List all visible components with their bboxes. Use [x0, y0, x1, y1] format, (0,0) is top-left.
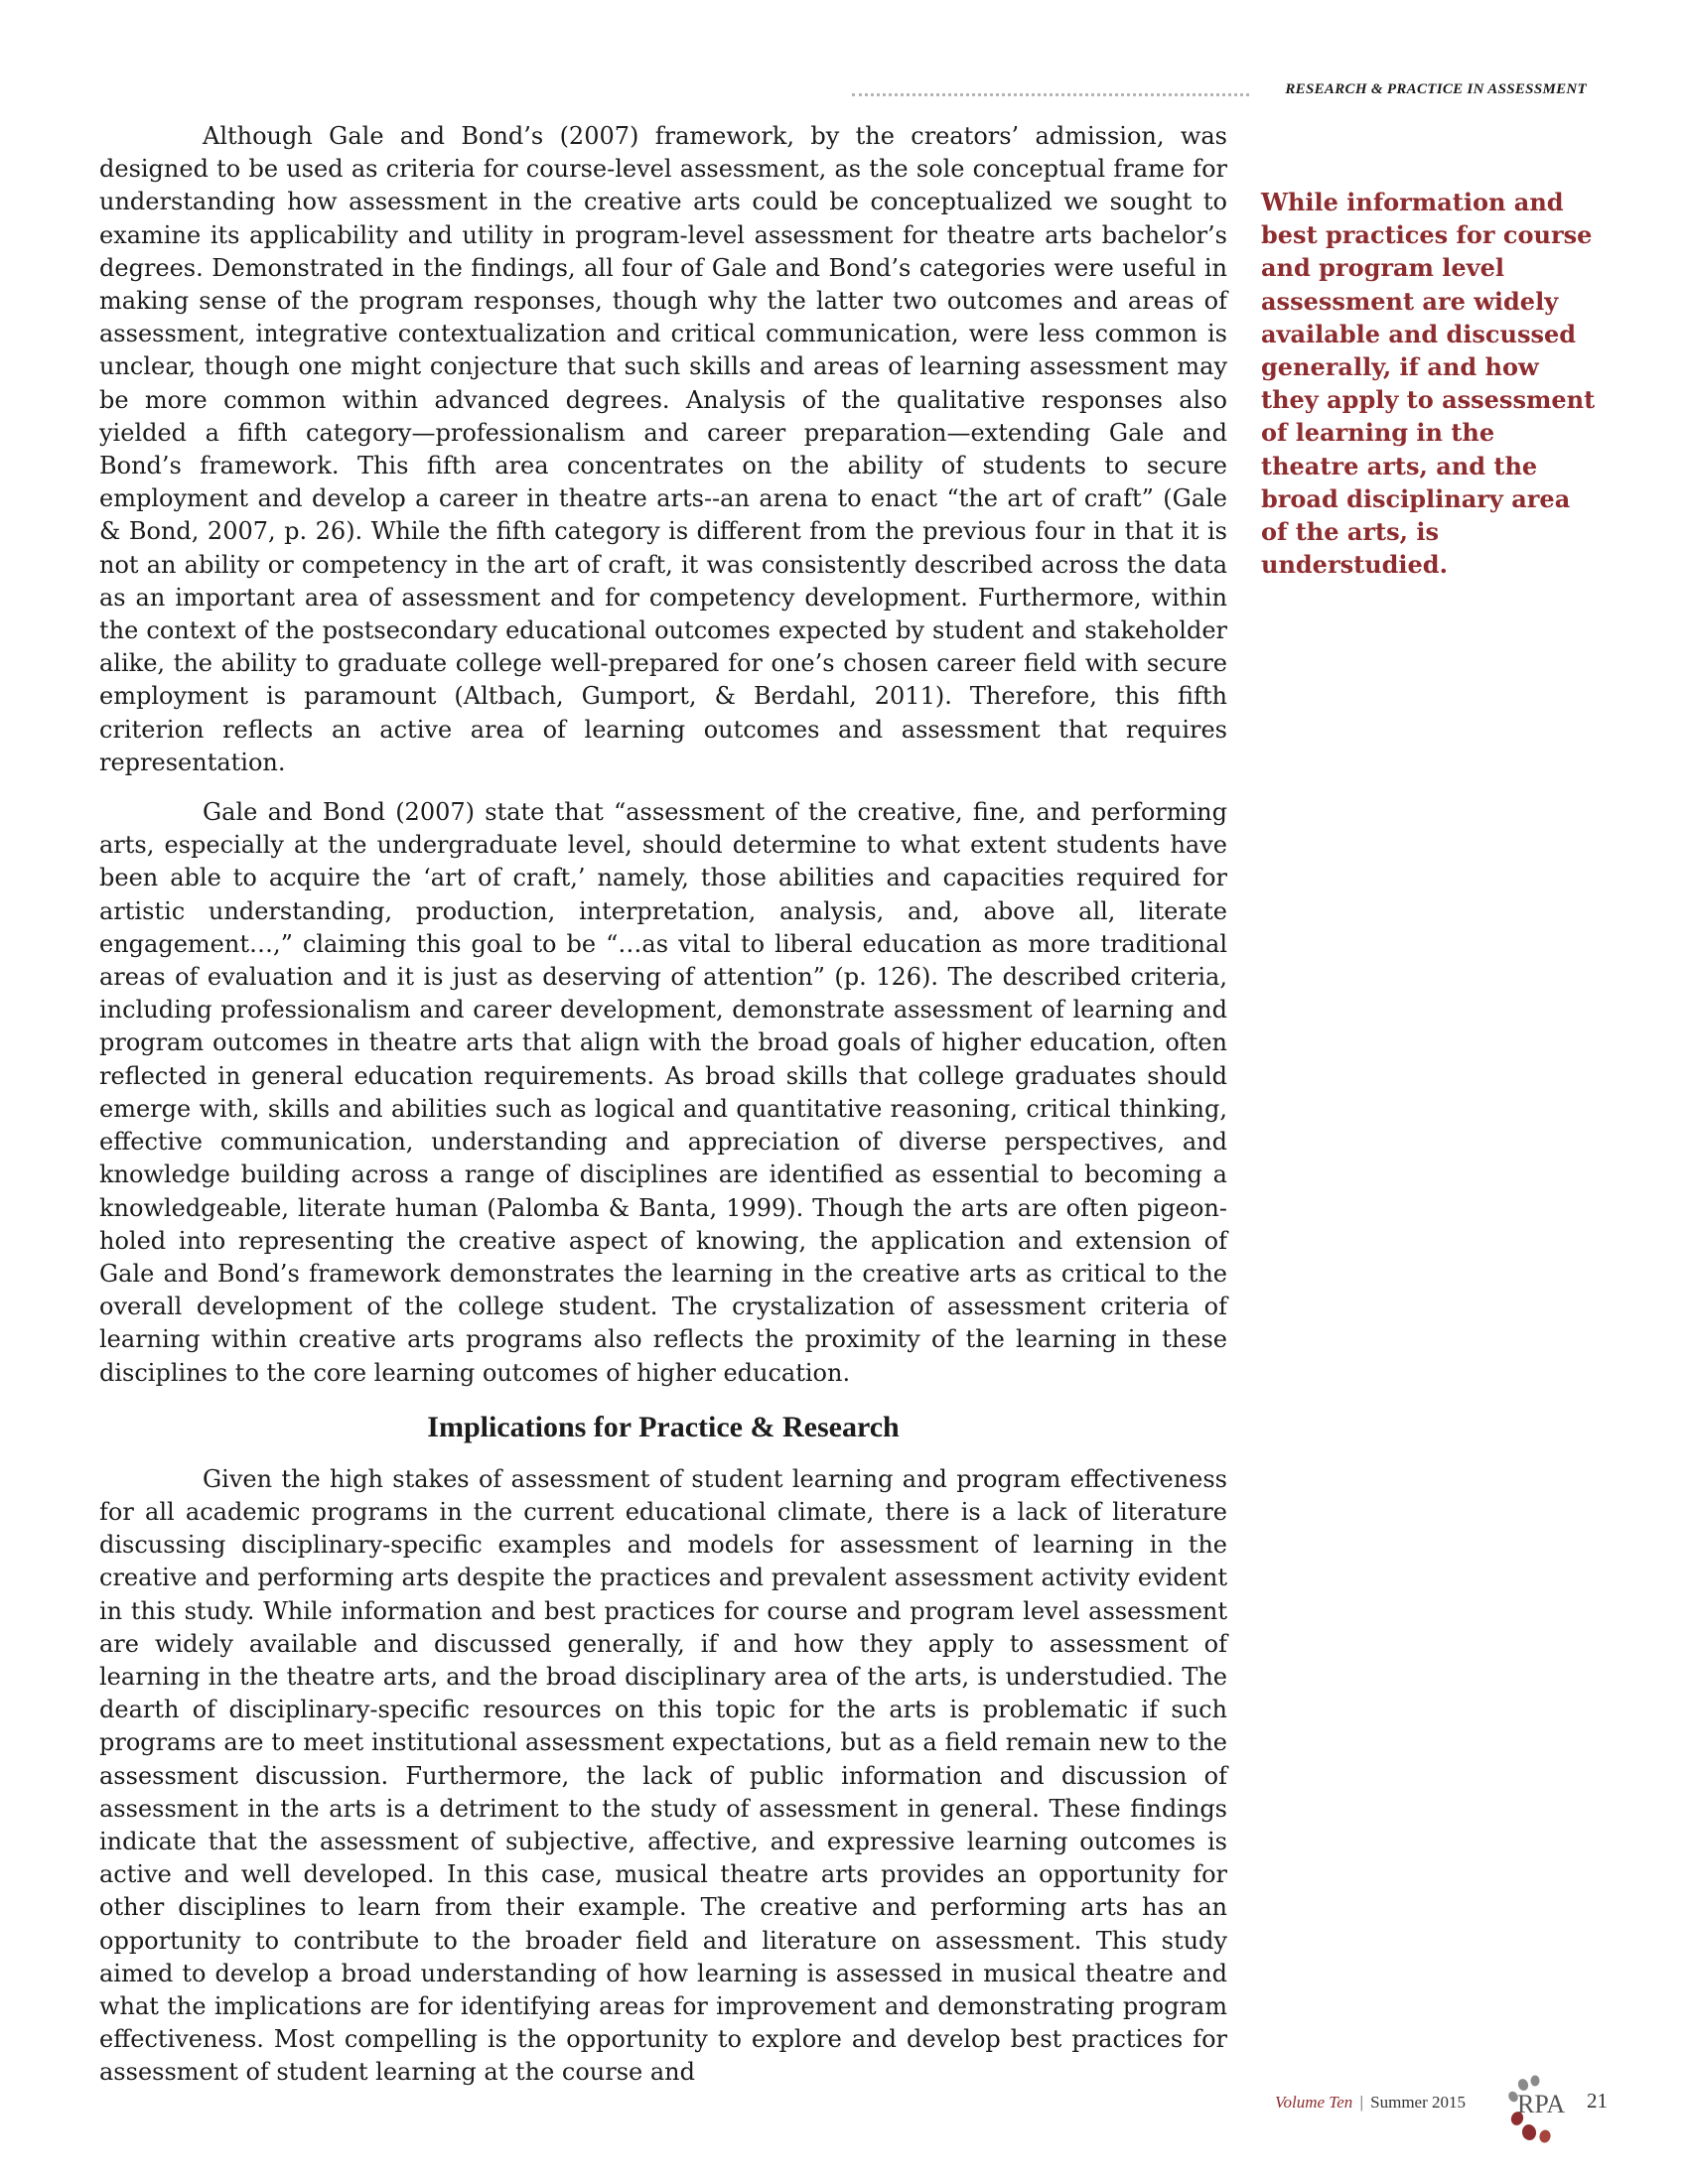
running-title: RESEARCH & PRACTICE IN ASSESSMENT [1285, 81, 1587, 97]
logo-pad-red-3 [1538, 2128, 1552, 2143]
header-dotted-rule [852, 93, 1249, 96]
section-heading: Implications for Practice & Research [427, 1410, 900, 1443]
pull-quote: While information and best practices for course and program level assessment are widely available and discussed generally, if and how they apply to assessment of learning in the theatre arts, and the broad disciplinary area of the arts, is understudied. [1261, 188, 1596, 580]
article-body [99, 120, 1227, 2090]
running-header [852, 81, 1587, 105]
page-number: 21 [1587, 2089, 1608, 2113]
footer-issue: Summer 2015 [1370, 2093, 1467, 2112]
body-paragraph-2: Gale and Bond (2007) state that “assessment of the creative, fine, and performing arts, especially at the undergraduate level, should determine to what extent students have been able to acquire the ‘art of craft,’ namely, those abilities and capacities required for artistic understanding, production, interpretation, analysis, and, above all, literate engagement…,” claiming this goal to be “…as vital to liberal education as more traditional areas of evaluation and it is just as deserving of attention” (p. 126). The described criteria, including professionalism and career development, demonstrate assessment of learning and program outcomes in theatre arts that align with the broad goals of higher education, often reflected in general education requirements. As broad skills that college graduates should emerge with, skills and abilities such as logical and quantitative reasoning, critical thinking, effective communication, understanding and appreciation of diverse perspectives, and knowledge building across a range of disciplines are identified as essential to becoming a knowledgeable, literate human (Palomba & Banta, 1999). Though the arts are often pigeon-holed into representing the creative aspect of knowing, the application and extension of Gale and Bond’s framework demonstrates the learning in the creative arts as critical to the overall development of the college student. The crystalization of assessment criteria of learning within creative arts programs also reflects the proximity of the learning in these disciplines to the core learning outcomes of higher education. [99, 798, 1227, 1387]
section-paragraph-1: Given the high stakes of assessment of student learning and program effectiveness for all academic programs in the current educational climate, there is a lack of literature discussing disciplinary-specific examples and models for assessment of learning in the creative and performing arts despite the practices and prevalent assessment activity evident in this study. While information and best practices for course and program level assessment are widely available and discussed generally, if and how they apply to assessment of learning in the theatre arts, and the broad disciplinary area of the arts, is understudied. The dearth of disciplinary-specific resources on this topic for the arts is problematic if such programs are to meet institutional assessment expectations, but as a field remain new to the assessment discussion. Furthermore, the lack of public information and discussion of assessment in the arts is a detriment to the study of assessment in general. These findings indicate that the assessment of subjective, affective, and expressive learning outcomes is active and well developed. In this case, musical theatre arts provides an opportunity for other disciplines to learn from their example. The creative and performing arts has an opportunity to contribute to the broader field and literature on assessment. This study aimed to develop a broad understanding of how learning is assessed in musical theatre and what the implications are for identifying areas for improvement and demonstrating program effectiveness. Most compelling is the opportunity to explore and develop best practices for assessment of student learning at the course and [99, 1464, 1227, 2087]
rpa-paw-logo-icon [1505, 2075, 1583, 2144]
logo-pad-gray-2 [1531, 2076, 1540, 2087]
body-paragraph-1: Although Gale and Bond’s (2007) framework, by the creators’ admission, was designed to be used as criteria for course-level assessment, as the sole conceptual frame for understanding how assessment in the creative arts could be conceptualized we sought to examine its applicability and utility in program-level assessment for theatre arts bachelor’s degrees. Demonstrated in the findings, all four of Gale and Bond’s categories were useful in making sense of the program responses, though why the latter two outcomes and areas of assessment, integrative contextualization and critical communication, were less common is unclear, though one might conjecture that such skills and areas of learning assessment may be more common within advanced degrees. Analysis of the qualitative responses also yielded a fifth category—professionalism and career preparation—extending Gale and Bond’s framework. This fifth area concentrates on the ability of students to secure employment and develop a career in theatre arts--an arena to enact “the art of craft” (Gale & Bond, 2007, p. 26). While the fifth category is different from the previous four in that it is not an ability or competency in the art of craft, it was consistently described across the data as an important area of assessment and for competency development. Furthermore, within the context of the postsecondary educational outcomes expected by student and stakeholder alike, the ability to graduate college well-prepared for one’s chosen career field with secure employment is paramount (Altbach, Gumport, & Berdahl, 2011). Therefore, this fifth criterion reflects an active area of learning outcomes and assessment that requires representation. [99, 122, 1227, 776]
logo-pad-red-2 [1521, 2123, 1538, 2141]
footer-volume: Volume Ten [1275, 2093, 1353, 2112]
page-footer [1275, 2075, 1608, 2144]
logo-text: RPA [1517, 2090, 1566, 2118]
footer-separator: | [1359, 2093, 1363, 2112]
footer-issue-info [1275, 2093, 1466, 2113]
